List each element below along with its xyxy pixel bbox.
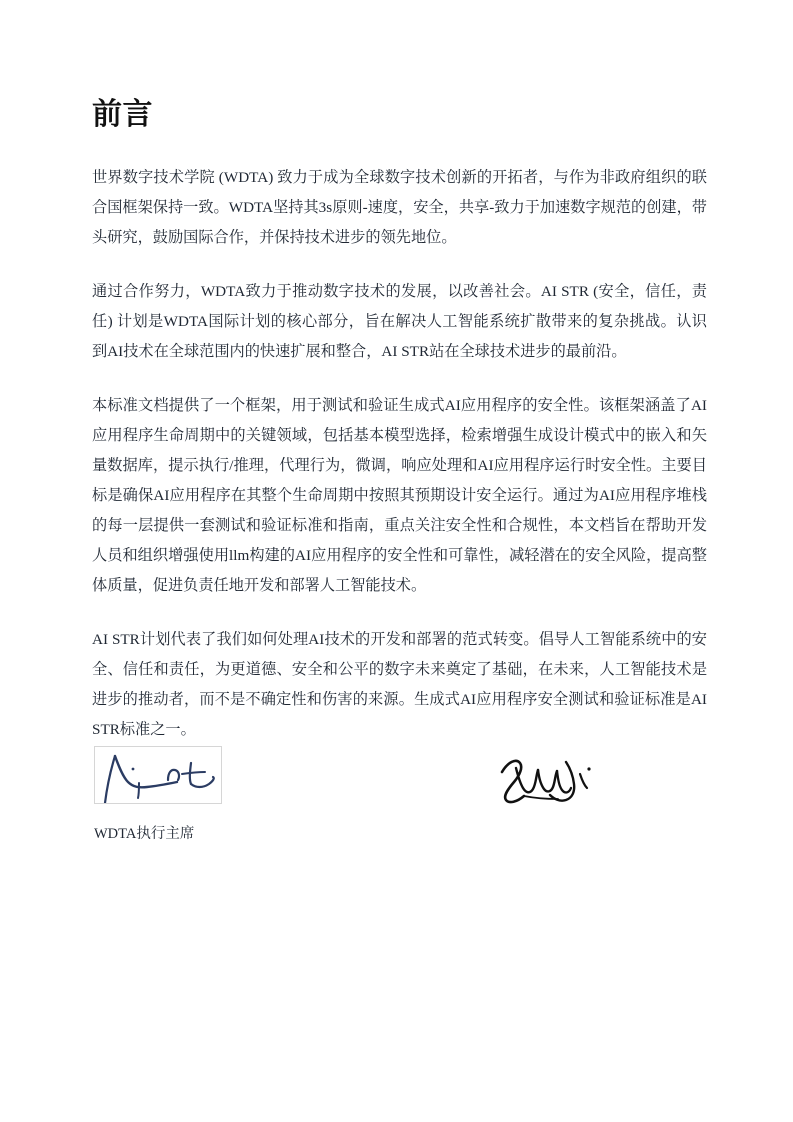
- page-title: 前言: [92, 98, 153, 131]
- paragraph-2: 通过合作努力，WDTA致力于推动数字技术的发展，以改善社会。AI STR (安全，信任，责任) 计划是WDTA国际计划的核心部分，旨在解决人工智能系统扩散带来的复杂挑战。认识到AI技术在全球范围内的快速扩展和整合，AI STR站在全球技术进步的最前沿。: [92, 283, 707, 360]
- paragraph-4: AI STR计划代表了我们如何处理AI技术的开发和部署的范式转变。倡导人工智能系统中的安全、信任和责任，为更道德、安全和公平的数字未来奠定了基础，在未来，人工智能技术是进步的推动者，而不是不确定性和伤害的来源。生成式AI应用程序安全测试和验证标准是AI STR标准之一。: [92, 631, 707, 738]
- signature-caption-left: WDTA执行主席: [94, 826, 195, 842]
- paragraph-3: 本标准文档提供了一个框架，用于测试和验证生成式AI应用程序的安全性。该框架涵盖了AI应用程序生命周期中的关键领域，包括基本模型选择，检索增强生成设计模式中的嵌入和矢量数据库，提示执行/推理，代理行为，微调，响应处理和AI应用程序运行时安全性。主要目标是确保AI应用程序在其整个生命周期中按照其预期设计安全运行。通过为AI应用程序堆栈的每一层提供一套测试和验证标准和指南，重点关注安全性和合规性，本文档旨在帮助开发人员和组织增强使用llm构建的AI应用程序的安全性和可靠性，减轻潜在的安全风险，提高整体质量，促进负责任地开发和部署人工智能技术。: [92, 397, 707, 594]
- document-body: [92, 0, 707, 745]
- paragraph-1: 世界数字技术学院 (WDTA) 致力于成为全球数字技术创新的开拓者，与作为非政府组织的联合国框架保持一致。WDTA坚持其3s原则-速度，安全，共享-致力于加速数字规范的创建，带头研究，鼓励国际合作，并保持技术进步的领先地位。: [92, 169, 707, 246]
- signature-box-right: [494, 752, 604, 808]
- handwritten-signature-icon: [95, 747, 221, 804]
- handwritten-signature-icon: [494, 752, 604, 808]
- signature-area: [92, 740, 707, 870]
- signature-box-left: [94, 746, 222, 804]
